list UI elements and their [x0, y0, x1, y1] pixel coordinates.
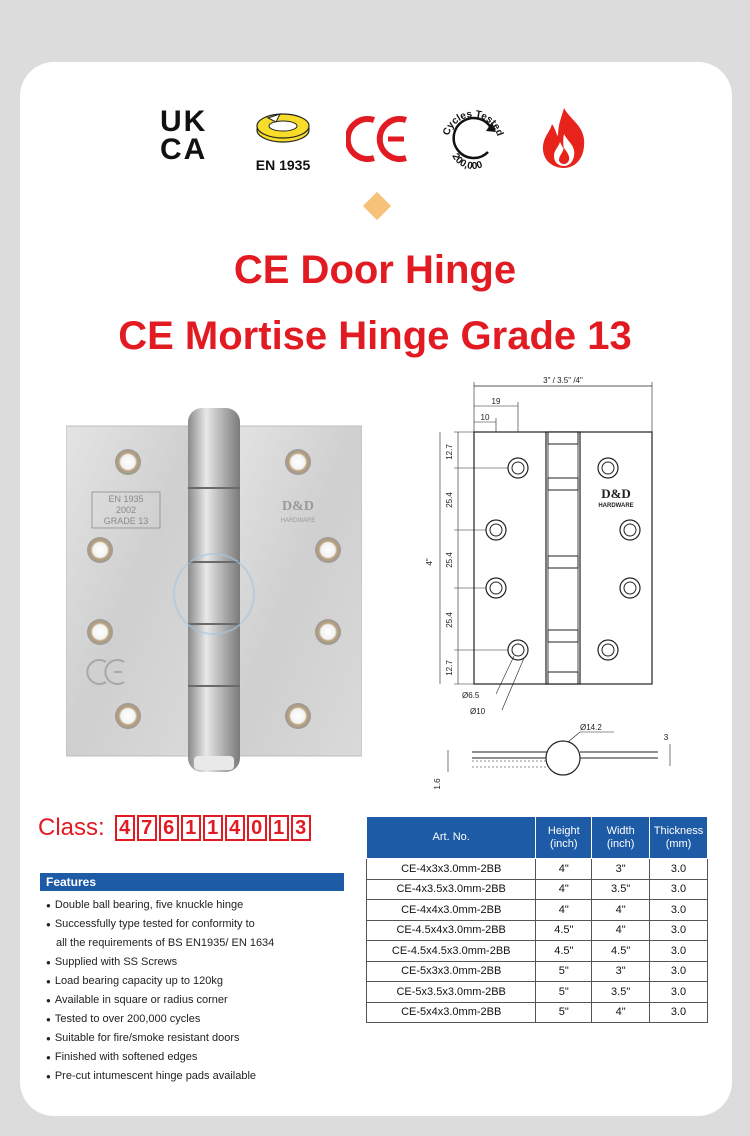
class-digit: 1	[181, 815, 201, 841]
svg-text:19: 19	[491, 397, 501, 406]
class-digit: 4	[115, 815, 135, 841]
features-heading: Features	[40, 873, 344, 891]
svg-text:D&D: D&D	[282, 499, 314, 514]
feature-item-continued: all the requirements of BS EN1935/ EN 1634	[56, 937, 275, 949]
svg-text:3" / 3.5" /4": 3" / 3.5" /4"	[543, 376, 583, 385]
feature-item: ● Tested to over 200,000 cycles	[46, 1013, 201, 1025]
col-thickness: Thickness (mm)	[650, 817, 708, 859]
table-row: CE-5x4x3.0mm-2BB 5" 4" 3.0	[367, 1002, 708, 1023]
class-digit: 4	[225, 815, 245, 841]
class-digits	[115, 815, 313, 841]
en1935-label: EN 1935	[255, 157, 311, 173]
feature-item: ● Pre-cut intumescent hinge pads available	[46, 1070, 257, 1082]
feature-item: ● Supplied with SS Screws	[46, 956, 178, 968]
table-row: CE-4x3.5x3.0mm-2BB 4" 3.5" 3.0	[367, 879, 708, 900]
table-header-row	[367, 817, 708, 859]
col-art-no: Art. No.	[367, 817, 536, 859]
col-height: Height (inch)	[536, 817, 592, 859]
svg-text:25.4: 25.4	[445, 552, 454, 568]
svg-text:1.6: 1.6	[433, 778, 442, 790]
page-subtitle: CE Mortise Hinge Grade 13	[118, 314, 632, 358]
feature-item: ● Available in square or radius corner	[46, 994, 228, 1006]
feature-item: ● Finished with softened edges	[46, 1051, 198, 1063]
col-width: Width (inch)	[592, 817, 650, 859]
svg-text:HARDWARE: HARDWARE	[598, 503, 634, 509]
svg-text:12.7: 12.7	[445, 660, 454, 676]
class-digit: 0	[247, 815, 267, 841]
class-digit: 3	[291, 815, 311, 841]
feature-item: ● Load bearing capacity up to 120kg	[46, 975, 224, 987]
class-digit: 6	[159, 815, 179, 841]
cycles-tested-icon	[438, 104, 508, 179]
svg-text:EN 1935: EN 1935	[108, 494, 144, 504]
svg-text:Ø10: Ø10	[470, 707, 486, 716]
svg-text:D&D: D&D	[601, 486, 631, 501]
table-row: CE-4.5x4.5x3.0mm-2BB 4.5" 4.5" 3.0	[367, 941, 708, 962]
class-digit: 1	[203, 815, 223, 841]
fire-icon	[536, 104, 592, 179]
svg-text:12.7: 12.7	[445, 444, 454, 460]
svg-text:HARDWARE: HARDWARE	[280, 518, 316, 524]
svg-text:25.4: 25.4	[445, 492, 454, 508]
hinge-photo	[66, 404, 362, 780]
table-row: CE-5x3.5x3.0mm-2BB 5" 3.5" 3.0	[367, 982, 708, 1003]
class-label: Class:	[38, 814, 105, 841]
svg-text:Ø14.2: Ø14.2	[580, 723, 602, 732]
class-digit: 1	[269, 815, 289, 841]
table-row: CE-5x3x3.0mm-2BB 5" 3" 3.0	[367, 961, 708, 982]
svg-text:10: 10	[480, 413, 490, 422]
svg-text:GRADE 13: GRADE 13	[103, 516, 149, 526]
class-code	[38, 812, 313, 844]
ukca-mark-icon: UK CA	[160, 105, 208, 166]
spec-table	[366, 816, 708, 1023]
certification-icons	[0, 105, 750, 173]
table-row: CE-4x4x3.0mm-2BB 4" 4" 3.0	[367, 900, 708, 921]
svg-text:3: 3	[663, 733, 669, 742]
table-row: CE-4.5x4x3.0mm-2BB 4.5" 4" 3.0	[367, 920, 708, 941]
feature-item: ● Suitable for fire/smoke resistant doors	[46, 1032, 240, 1044]
en1935-ring-icon	[246, 108, 320, 148]
class-digit: 7	[137, 815, 157, 841]
svg-text:2002: 2002	[115, 505, 137, 515]
svg-text:200,000: 200,000	[449, 151, 484, 173]
svg-text:Ø6.5: Ø6.5	[462, 691, 480, 700]
page-title: CE Door Hinge	[233, 248, 517, 292]
feature-item: ● Double ball bearing, five knuckle hinge	[46, 899, 244, 911]
table-row: CE-4x3x3.0mm-2BB 4" 3" 3.0	[367, 859, 708, 880]
svg-text:Cycles Tested: Cycles Tested	[441, 108, 506, 138]
technical-drawing	[418, 372, 708, 792]
ce-mark-icon	[346, 114, 412, 169]
svg-text:25.4: 25.4	[445, 612, 454, 628]
features-list	[46, 896, 346, 1086]
en1935-icon	[246, 108, 320, 173]
feature-item: ● Successfully type tested for conformity to	[46, 918, 255, 930]
svg-text:4": 4"	[425, 558, 434, 566]
